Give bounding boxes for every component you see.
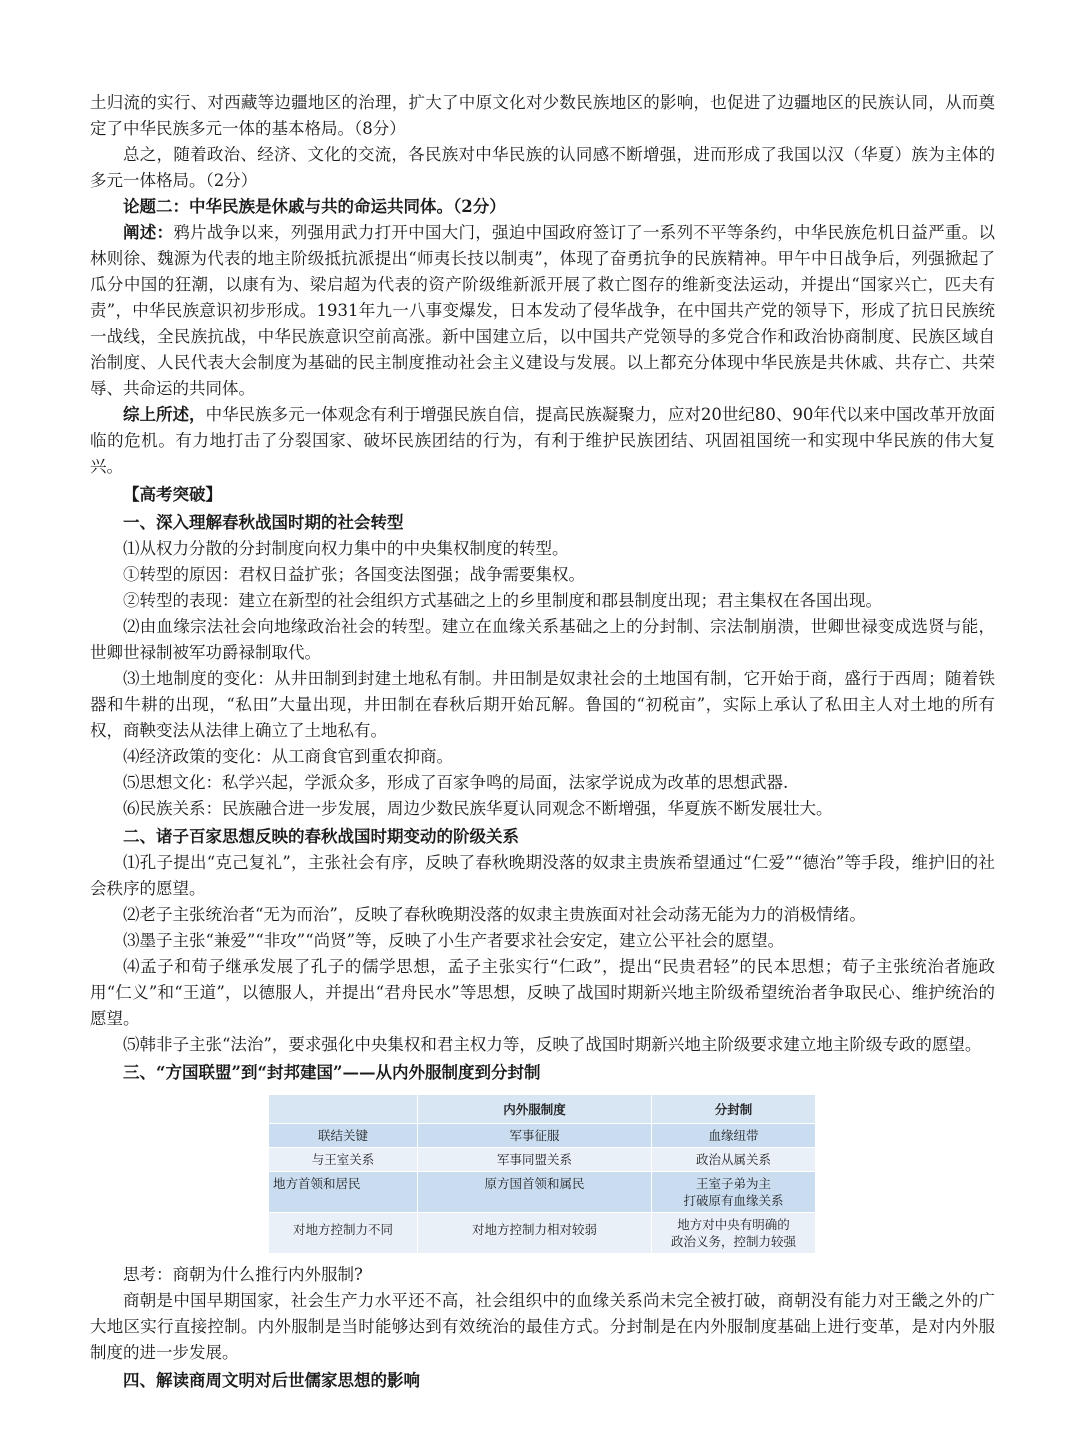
section-4-heading: 四、解读商周文明对后世儒家思想的影响 [123,1371,420,1390]
table-row [269,1172,816,1213]
table-cell: 政治从属关系 [652,1148,816,1172]
think-answer: 商朝是中国早期国家，社会生产力水平还不高，社会组织中的血缘关系尚未完全被打破，商朝没有能力对王畿之外的广大地区实行直接控制。内外服制是当时能够达到有效统治的最佳方式。分封制是在内外服制度基础上进行变革，是对内外服制度的进一步发展。 [90,1291,995,1362]
table-cell: 血缘纽带 [652,1124,816,1148]
table-cell: 对地方控制力不同 [269,1213,418,1254]
elaboration-text: 鸦片战争以来，列强用武力打开中国大门，强迫中国政府签订了一系列不平等条约，中华民族危机日益严重。以林则徐、魏源为代表的地主阶级抵抗派提出“师夷长技以制夷”，体现了奋勇抗争的民族精神。甲午中日战争后，列强掀起了瓜分中国的狂潮，以康有为、梁启超为代表的资产阶级维新派开展了救亡图存的维新变法运动，并提出“国家兴亡，匹夫有责”，中华民族意识初步形成。1931年九一八事变爆发，日本发动了侵华战争，在中国共产党的领导下，形成了抗日民族统一战线，全民族抗战，中华民族意识空前高涨。新中国建立后，以中国共产党领导的多党合作和政治协商制度、民族区域自治制度、人民代表大会制度为基础的民主制度推动社会主义建设与发展。以上都充分体现中华民族是共休戚、共存亡、共荣辱、共命运的共同体。 [90,223,996,398]
think-question: 思考：商朝为什么推行内外服制? [123,1265,363,1284]
list-item: ⑶土地制度的变化：从井田制到封建土地私有制。井田制是奴隶社会的土地国有制，它开始于商，盛行于西周；随着铁器和牛耕的出现，“私田”大量出现，井田制在春秋后期开始瓦解。鲁国的“初税亩”，实际上承认了私田主人对土地的所有权，商鞅变法从法律上确立了土地私有。 [90,669,995,740]
gaokao-title: 【高考突破】 [123,485,222,504]
section-1-heading: 一、深入理解春秋战国时期的社会转型 [123,513,404,532]
list-item: ⑶墨子主张“兼爱”“非攻”“尚贤”等，反映了小生产者要求社会安定，建立公平社会的愿望。 [123,931,785,950]
list-item: ⑹民族关系：民族融合进一步发展，周边少数民族华夏认同观念不断增强，华夏族不断发展壮大。 [123,799,833,818]
table-header-row [269,1095,816,1124]
list-item: ⑷孟子和荀子继承发展了孔子的儒学思想，孟子主张实行“仁政”，提出“民贵君轻”的民本思想；荀子主张统治者施政用“仁义”和“王道”，以德服人，并提出“君舟民水”等思想，反映了战国时期新兴地主阶级希望统治者争取民心、维护统治的愿望。 [90,957,995,1028]
list-item: ⑸思想文化：私学兴起，学派众多，形成了百家争鸣的局面，法家学说成为改革的思想武器. [123,773,789,792]
table-row [269,1124,816,1148]
table-header-cell [269,1095,418,1124]
conclusion-lead: 综上所述， [123,405,206,424]
table-cell: 与王室关系 [269,1148,418,1172]
paragraph-summary: 总之，随着政治、经济、文化的交流，各民族对中华民族的认同感不断增强，进而形成了我国以汉（华夏）族为主体的多元一体格局。（2分） [90,145,995,190]
table-cell: 地方对中央有明确的 政治义务，控制力较强 [652,1213,816,1254]
list-item: ⑴孔子提出“克己复礼”，主张社会有序，反映了春秋晚期没落的奴隶主贵族希望通过“仁爱”“德治”等手段，维护旧的社会秩序的愿望。 [90,853,995,898]
paragraph-elaboration [90,220,995,402]
elaboration-lead: 阐述： [123,223,174,242]
table-cell: 对地方控制力相对较弱 [418,1213,652,1254]
list-item: ①转型的原因：君权日益扩张；各国变法图强；战争需要集权。 [123,565,585,584]
list-item: ②转型的表现：建立在新型的社会组织方式基础之上的乡里制度和郡县制度出现；君主集权在各国出现。 [123,591,882,610]
list-item: ⑷经济政策的变化：从工商食官到重农抑商。 [123,747,453,766]
topic-two-heading: 论题二：中华民族是休戚与共的命运共同体。（2分） [123,197,506,216]
paragraph-conclusion [90,402,995,480]
table-cell: 联结关键 [269,1124,418,1148]
table-cell: 原方国首领和属民 [418,1172,652,1213]
table-cell: 军事同盟关系 [418,1148,652,1172]
conclusion-text: 中华民族多元一体观念有利于增强民族自信，提高民族凝聚力，应对20世纪80、90年代以来中国改革开放面临的危机。有力地打击了分裂国家、破坏民族团结的行为，有利于维护民族团结、巩固祖国统一和实现中华民族的伟大复兴。 [90,405,996,476]
section-2-heading: 二、诸子百家思想反映的春秋战国时期变动的阶级关系 [123,827,519,846]
table-cell: 地方首领和居民 [269,1172,418,1213]
table-header-cell: 分封制 [652,1095,816,1124]
list-item: ⑵由血缘宗法社会向地缘政治社会的转型。建立在血缘关系基础之上的分封制、宗法制崩溃，世卿世禄变成选贤与能，世卿世禄制被军功爵禄制取代。 [90,617,995,662]
table-row [269,1148,816,1172]
list-item: ⑴从权力分散的分封制度向权力集中的中央集权制度的转型。 [123,539,569,558]
section-3-heading: 三、“方国联盟”到“封邦建国”——从内外服制度到分封制 [123,1063,541,1082]
table-cell: 王室子弟为主 打破原有血缘关系 [652,1172,816,1213]
list-item: ⑵老子主张统治者“无为而治”，反映了春秋晚期没落的奴隶主贵族面对社会动荡无能为力的消极情绪。 [123,905,866,924]
document-page [90,90,995,1394]
table-header-cell: 内外服制度 [418,1095,652,1124]
comparison-table [268,1094,816,1254]
table-row [269,1213,816,1254]
list-item: ⑸韩非子主张“法治”，要求强化中央集权和君主权力等，反映了战国时期新兴地主阶级要求建立地主阶级专政的愿望。 [123,1035,982,1054]
paragraph-continued: 土归流的实行、对西藏等边疆地区的治理，扩大了中原文化对少数民族地区的影响，也促进了边疆地区的民族认同，从而奠定了中华民族多元一体的基本格局。（8分） [90,93,995,138]
table-cell: 军事征服 [418,1124,652,1148]
